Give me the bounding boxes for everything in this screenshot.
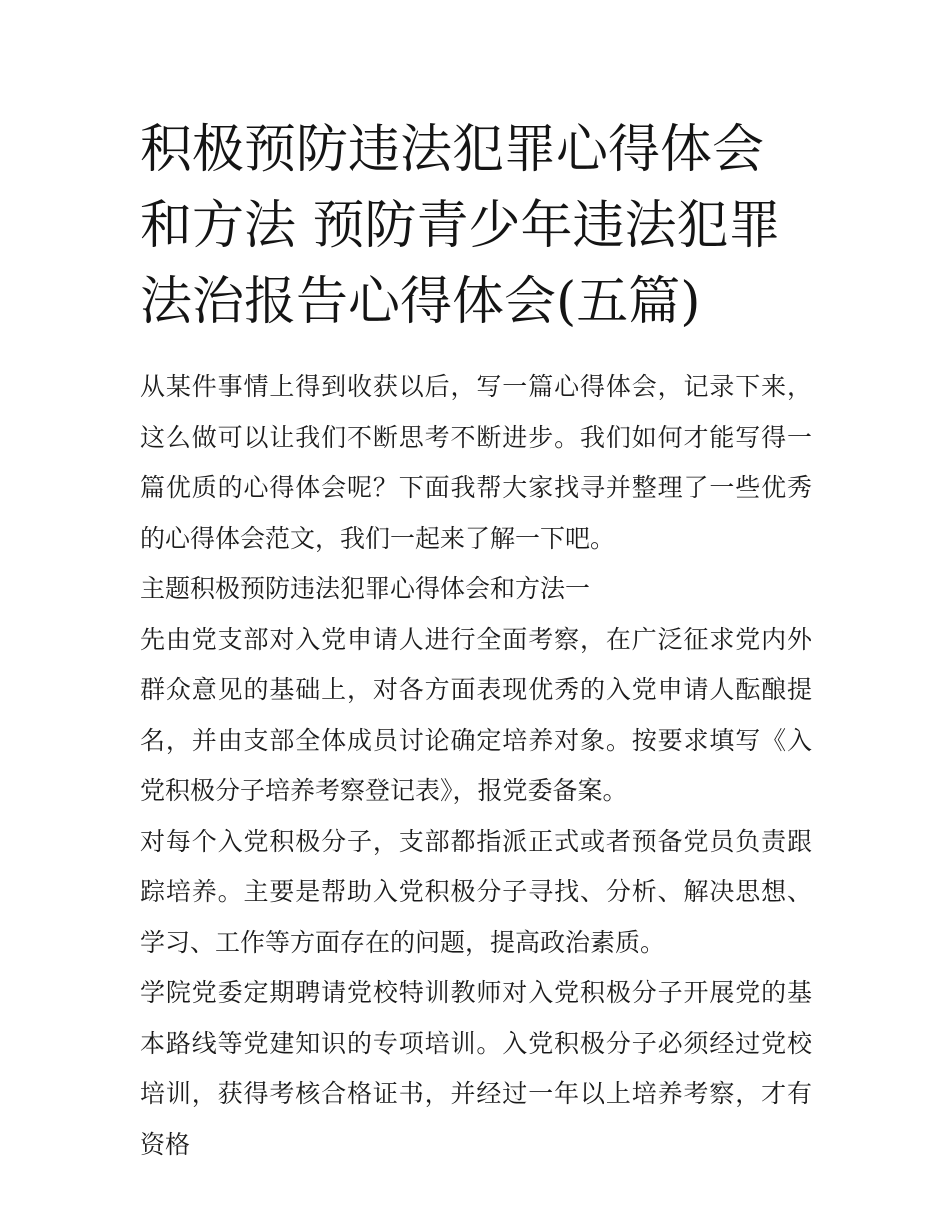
document-body xyxy=(140,112,812,1170)
body-paragraph: 对每个入党积极分子，支部都指派正式或者预备党员负责跟踪培养。主要是帮助入党积极分子寻找、分析、解决思想、学习、工作等方面存在的问题，提高政治素质。 xyxy=(140,826,812,957)
body-paragraph: 先由党支部对入党申请人进行全面考察，在广泛征求党内外群众意见的基础上，对各方面表现优秀的入党申请人酝酿提名，并由支部全体成员讨论确定培养对象。按要求填写《入党积极分子培养考察登记表》，报党委备案。 xyxy=(140,624,812,805)
body-paragraph: 学院党委定期聘请党校特训教师对入党积极分子开展党的基本路线等党建知识的专项培训。入党积极分子必须经过党校培训，获得考核合格证书，并经过一年以上培养考察，才有资格 xyxy=(140,978,812,1159)
intro-paragraph: 从某件事情上得到收获以后，写一篇心得体会，记录下来，这么做可以让我们不断思考不断进步。我们如何才能写得一篇优质的心得体会呢？下面我帮大家找寻并整理了一些优秀的心得体会范文，我们一起来了解一下吧。 xyxy=(140,372,812,553)
section-heading: 主题积极预防违法犯罪心得体会和方法一 xyxy=(140,574,591,603)
document-title: 积极预防违法犯罪心得体会和方法 预防青少年违法犯罪法治报告心得体会(五篇) xyxy=(140,120,781,332)
